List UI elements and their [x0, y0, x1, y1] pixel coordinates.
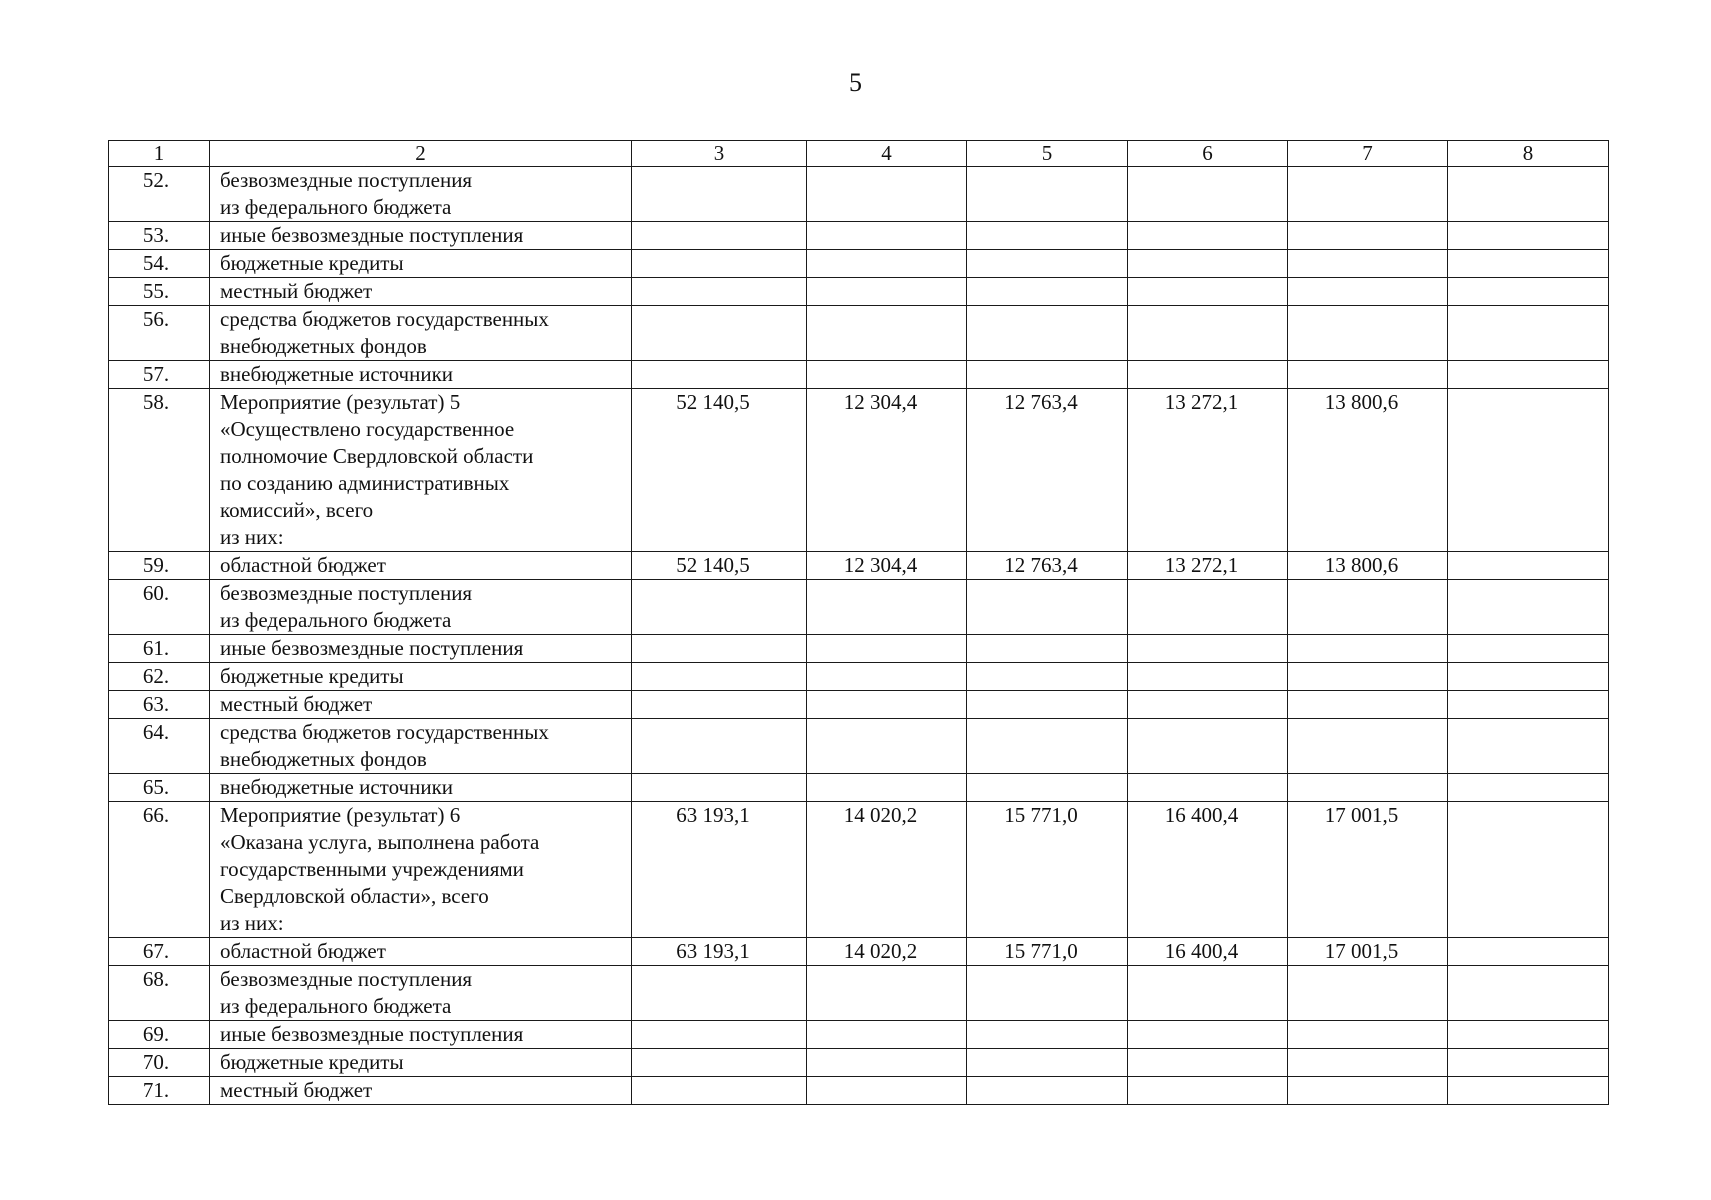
- cell-col-5: [967, 361, 1128, 389]
- header-col-2: 2: [210, 141, 632, 167]
- cell-col-3: 63 193,1: [632, 938, 807, 966]
- cell-col-7: [1288, 691, 1448, 719]
- row-description: безвозмездные поступления из федерального бюджета: [210, 966, 632, 1021]
- row-number: 66.: [109, 802, 210, 938]
- row-number: 64.: [109, 719, 210, 774]
- row-number: 56.: [109, 306, 210, 361]
- cell-col-7: [1288, 774, 1448, 802]
- cell-col-4: [807, 1049, 967, 1077]
- row-number: 61.: [109, 635, 210, 663]
- cell-col-5: [967, 1077, 1128, 1105]
- cell-col-6: [1128, 1077, 1288, 1105]
- cell-col-3: [632, 306, 807, 361]
- cell-col-4: [807, 250, 967, 278]
- cell-col-5: [967, 278, 1128, 306]
- cell-col-4: [807, 774, 967, 802]
- row-number: 53.: [109, 222, 210, 250]
- cell-col-4: 14 020,2: [807, 938, 967, 966]
- row-description: бюджетные кредиты: [210, 663, 632, 691]
- row-description: областной бюджет: [210, 552, 632, 580]
- cell-col-6: 16 400,4: [1128, 802, 1288, 938]
- table-row: [109, 802, 1609, 938]
- row-description: областной бюджет: [210, 938, 632, 966]
- cell-col-6: 13 272,1: [1128, 552, 1288, 580]
- row-description: иные безвозмездные поступления: [210, 222, 632, 250]
- cell-col-7: [1288, 1049, 1448, 1077]
- cell-col-3: [632, 719, 807, 774]
- cell-col-3: [632, 278, 807, 306]
- row-number: 62.: [109, 663, 210, 691]
- cell-col-7: [1288, 635, 1448, 663]
- cell-col-5: [967, 580, 1128, 635]
- table-header-row: [109, 141, 1609, 167]
- cell-col-4: [807, 361, 967, 389]
- table-row: [109, 663, 1609, 691]
- row-number: 63.: [109, 691, 210, 719]
- cell-col-3: [632, 774, 807, 802]
- row-description: Мероприятие (результат) 6 «Оказана услуга, выполнена работа государственными учреждениями Свердловской области», всего из них:: [210, 802, 632, 938]
- table-row: [109, 719, 1609, 774]
- header-col-3: 3: [632, 141, 807, 167]
- table-row: [109, 774, 1609, 802]
- cell-col-4: [807, 580, 967, 635]
- row-number: 69.: [109, 1021, 210, 1049]
- cell-col-5: [967, 774, 1128, 802]
- cell-col-6: [1128, 361, 1288, 389]
- cell-col-3: [632, 663, 807, 691]
- row-description: внебюджетные источники: [210, 361, 632, 389]
- row-description: местный бюджет: [210, 1077, 632, 1105]
- table-row: [109, 1049, 1609, 1077]
- cell-col-4: [807, 719, 967, 774]
- cell-col-8: [1448, 278, 1609, 306]
- cell-col-8: [1448, 1021, 1609, 1049]
- cell-col-4: [807, 306, 967, 361]
- cell-col-3: [632, 691, 807, 719]
- table-row: [109, 167, 1609, 222]
- cell-col-4: 14 020,2: [807, 802, 967, 938]
- cell-col-6: [1128, 966, 1288, 1021]
- cell-col-5: [967, 663, 1128, 691]
- row-description: безвозмездные поступления из федерального бюджета: [210, 580, 632, 635]
- row-description: местный бюджет: [210, 691, 632, 719]
- cell-col-3: [632, 580, 807, 635]
- header-col-1: 1: [109, 141, 210, 167]
- cell-col-6: [1128, 250, 1288, 278]
- cell-col-5: [967, 691, 1128, 719]
- cell-col-3: [632, 167, 807, 222]
- cell-col-7: 13 800,6: [1288, 389, 1448, 552]
- cell-col-3: 52 140,5: [632, 552, 807, 580]
- cell-col-6: 16 400,4: [1128, 938, 1288, 966]
- row-description: иные безвозмездные поступления: [210, 635, 632, 663]
- table-row: [109, 361, 1609, 389]
- table-row: [109, 278, 1609, 306]
- cell-col-6: [1128, 719, 1288, 774]
- row-number: 67.: [109, 938, 210, 966]
- cell-col-4: [807, 663, 967, 691]
- table-row: [109, 222, 1609, 250]
- cell-col-5: [967, 222, 1128, 250]
- row-number: 60.: [109, 580, 210, 635]
- row-number: 70.: [109, 1049, 210, 1077]
- header-col-7: 7: [1288, 141, 1448, 167]
- cell-col-7: [1288, 361, 1448, 389]
- cell-col-3: [632, 1077, 807, 1105]
- cell-col-8: [1448, 389, 1609, 552]
- cell-col-8: [1448, 774, 1609, 802]
- cell-col-7: [1288, 580, 1448, 635]
- cell-col-7: 13 800,6: [1288, 552, 1448, 580]
- cell-col-7: 17 001,5: [1288, 802, 1448, 938]
- row-description: средства бюджетов государственных внебюджетных фондов: [210, 719, 632, 774]
- row-number: 54.: [109, 250, 210, 278]
- cell-col-7: [1288, 278, 1448, 306]
- cell-col-8: [1448, 802, 1609, 938]
- row-number: 55.: [109, 278, 210, 306]
- table-row: [109, 691, 1609, 719]
- cell-col-7: [1288, 222, 1448, 250]
- cell-col-8: [1448, 552, 1609, 580]
- cell-col-7: [1288, 966, 1448, 1021]
- header-col-6: 6: [1128, 141, 1288, 167]
- cell-col-8: [1448, 222, 1609, 250]
- cell-col-6: [1128, 635, 1288, 663]
- row-number: 52.: [109, 167, 210, 222]
- cell-col-6: [1128, 774, 1288, 802]
- cell-col-7: [1288, 167, 1448, 222]
- cell-col-7: [1288, 1021, 1448, 1049]
- table-row: [109, 250, 1609, 278]
- cell-col-4: [807, 966, 967, 1021]
- cell-col-8: [1448, 1077, 1609, 1105]
- cell-col-4: [807, 222, 967, 250]
- cell-col-8: [1448, 361, 1609, 389]
- cell-col-5: [967, 966, 1128, 1021]
- table-body: [109, 141, 1609, 1105]
- row-description: средства бюджетов государственных внебюджетных фондов: [210, 306, 632, 361]
- cell-col-4: 12 304,4: [807, 552, 967, 580]
- cell-col-5: 12 763,4: [967, 389, 1128, 552]
- cell-col-7: [1288, 1077, 1448, 1105]
- cell-col-4: 12 304,4: [807, 389, 967, 552]
- cell-col-8: [1448, 719, 1609, 774]
- cell-col-6: [1128, 222, 1288, 250]
- table-row: [109, 580, 1609, 635]
- cell-col-3: [632, 222, 807, 250]
- cell-col-8: [1448, 306, 1609, 361]
- page-number: 5: [849, 68, 862, 97]
- table-row: [109, 938, 1609, 966]
- cell-col-6: [1128, 306, 1288, 361]
- row-description: местный бюджет: [210, 278, 632, 306]
- table-row: [109, 389, 1609, 552]
- row-number: 68.: [109, 966, 210, 1021]
- row-description: внебюджетные источники: [210, 774, 632, 802]
- cell-col-8: [1448, 635, 1609, 663]
- cell-col-6: [1128, 663, 1288, 691]
- cell-col-3: [632, 1021, 807, 1049]
- cell-col-4: [807, 1021, 967, 1049]
- cell-col-6: [1128, 580, 1288, 635]
- cell-col-6: [1128, 1021, 1288, 1049]
- cell-col-7: 17 001,5: [1288, 938, 1448, 966]
- cell-col-5: 15 771,0: [967, 938, 1128, 966]
- cell-col-4: [807, 167, 967, 222]
- cell-col-5: [967, 1049, 1128, 1077]
- row-number: 65.: [109, 774, 210, 802]
- table-row: [109, 1077, 1609, 1105]
- row-number: 57.: [109, 361, 210, 389]
- cell-col-5: [967, 1021, 1128, 1049]
- row-description: Мероприятие (результат) 5 «Осуществлено государственное полномочие Свердловской области по созданию административных комиссий», всего из них:: [210, 389, 632, 552]
- cell-col-3: 63 193,1: [632, 802, 807, 938]
- cell-col-6: [1128, 1049, 1288, 1077]
- header-col-4: 4: [807, 141, 967, 167]
- budget-table: [108, 140, 1609, 1105]
- row-description: безвозмездные поступления из федерального бюджета: [210, 167, 632, 222]
- cell-col-5: [967, 167, 1128, 222]
- table-row: [109, 1021, 1609, 1049]
- cell-col-7: [1288, 663, 1448, 691]
- table-row: [109, 635, 1609, 663]
- cell-col-5: [967, 635, 1128, 663]
- cell-col-8: [1448, 250, 1609, 278]
- cell-col-4: [807, 691, 967, 719]
- cell-col-8: [1448, 1049, 1609, 1077]
- row-description: бюджетные кредиты: [210, 1049, 632, 1077]
- cell-col-8: [1448, 663, 1609, 691]
- cell-col-6: [1128, 278, 1288, 306]
- cell-col-8: [1448, 580, 1609, 635]
- cell-col-5: [967, 250, 1128, 278]
- cell-col-6: [1128, 691, 1288, 719]
- table-row: [109, 306, 1609, 361]
- row-number: 71.: [109, 1077, 210, 1105]
- cell-col-3: [632, 1049, 807, 1077]
- cell-col-3: [632, 250, 807, 278]
- cell-col-7: [1288, 306, 1448, 361]
- cell-col-7: [1288, 719, 1448, 774]
- cell-col-5: [967, 306, 1128, 361]
- row-number: 59.: [109, 552, 210, 580]
- cell-col-8: [1448, 167, 1609, 222]
- cell-col-8: [1448, 966, 1609, 1021]
- cell-col-3: 52 140,5: [632, 389, 807, 552]
- cell-col-4: [807, 278, 967, 306]
- cell-col-5: 15 771,0: [967, 802, 1128, 938]
- row-number: 58.: [109, 389, 210, 552]
- cell-col-3: [632, 361, 807, 389]
- cell-col-7: [1288, 250, 1448, 278]
- cell-col-8: [1448, 938, 1609, 966]
- row-description: иные безвозмездные поступления: [210, 1021, 632, 1049]
- cell-col-3: [632, 635, 807, 663]
- cell-col-8: [1448, 691, 1609, 719]
- cell-col-5: 12 763,4: [967, 552, 1128, 580]
- row-description: бюджетные кредиты: [210, 250, 632, 278]
- header-col-5: 5: [967, 141, 1128, 167]
- cell-col-6: [1128, 167, 1288, 222]
- cell-col-5: [967, 719, 1128, 774]
- table-row: [109, 966, 1609, 1021]
- cell-col-6: 13 272,1: [1128, 389, 1288, 552]
- cell-col-4: [807, 635, 967, 663]
- header-col-8: 8: [1448, 141, 1609, 167]
- cell-col-4: [807, 1077, 967, 1105]
- table-row: [109, 552, 1609, 580]
- cell-col-3: [632, 966, 807, 1021]
